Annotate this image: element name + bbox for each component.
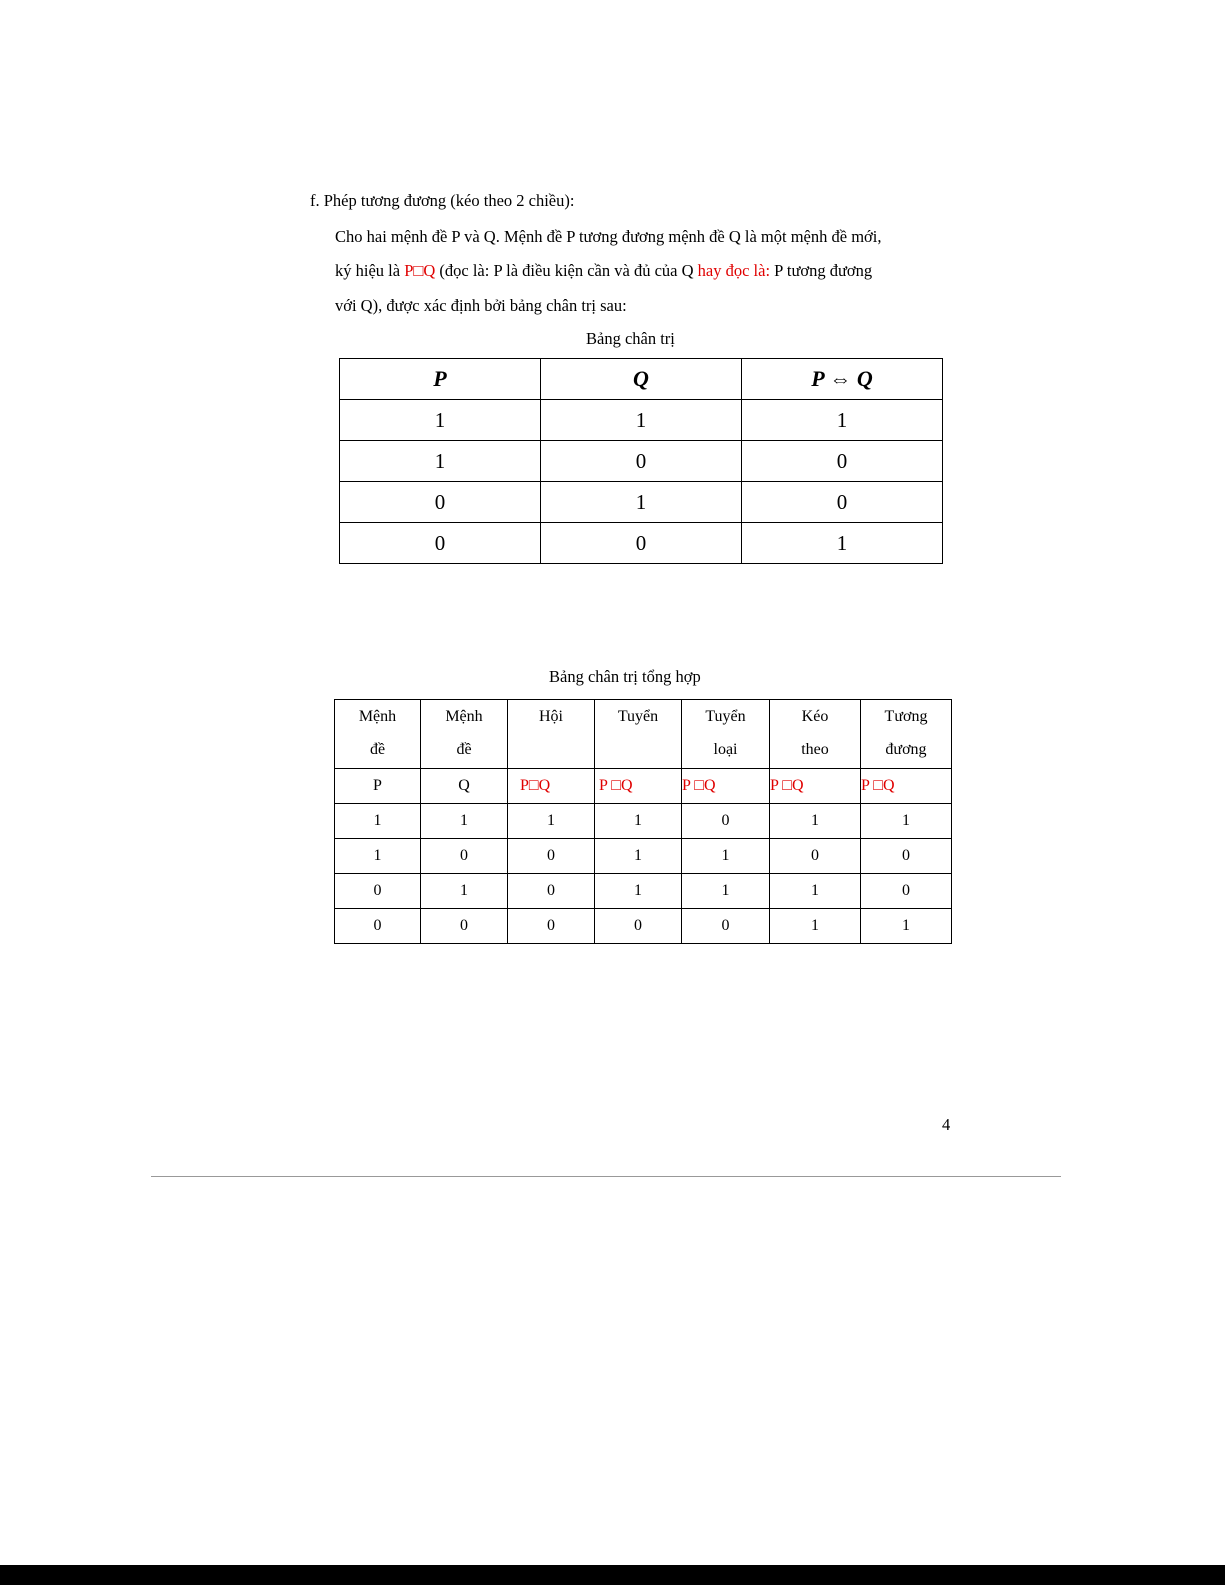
table-symbol-cell: Q bbox=[421, 769, 508, 804]
table-cell: 0 bbox=[541, 441, 742, 482]
table-header-cell bbox=[861, 700, 952, 769]
truth-table bbox=[339, 358, 943, 564]
header-line: Hội bbox=[539, 708, 563, 725]
header-line: Mệnh bbox=[358, 708, 397, 725]
header-line: đề bbox=[456, 741, 472, 758]
table-cell: 1 bbox=[770, 874, 861, 909]
table-symbol-cell: P bbox=[335, 769, 421, 804]
paragraph-text: P tương đương bbox=[770, 261, 873, 280]
table-cell: 1 bbox=[340, 400, 541, 441]
table-cell: 1 bbox=[541, 400, 742, 441]
table-row bbox=[335, 804, 952, 839]
table-symbol-cell: P □Q bbox=[682, 769, 770, 804]
table-symbol-cell: P □Q bbox=[770, 769, 861, 804]
header-line: Tuyển bbox=[705, 708, 746, 725]
table-cell: 0 bbox=[508, 839, 595, 874]
table-symbol-cell: P □Q bbox=[595, 769, 682, 804]
table-cell: 0 bbox=[508, 874, 595, 909]
table-header-cell bbox=[421, 700, 508, 769]
table-row bbox=[340, 400, 943, 441]
table-header-row bbox=[335, 700, 952, 769]
table-cell: 0 bbox=[335, 874, 421, 909]
table-cell: 1 bbox=[742, 523, 943, 564]
paragraph-text: ký hiệu là bbox=[335, 261, 405, 280]
table-row bbox=[340, 441, 943, 482]
summary-truth-table bbox=[334, 699, 952, 944]
paragraph-line-2 bbox=[335, 261, 872, 281]
table-cell: 0 bbox=[421, 909, 508, 944]
table-cell: 1 bbox=[595, 804, 682, 839]
table2-caption: Bảng chân trị tổng hợp bbox=[549, 667, 701, 686]
paragraph-line-3: với Q), được xác định bởi bảng chân trị sau: bbox=[335, 296, 627, 315]
table-cell: 1 bbox=[742, 400, 943, 441]
table-row bbox=[340, 482, 943, 523]
header-line: theo bbox=[801, 741, 829, 758]
table-cell: 0 bbox=[861, 874, 952, 909]
header-line: Tuyển bbox=[617, 708, 659, 725]
table-cell: 1 bbox=[340, 441, 541, 482]
table-cell: 0 bbox=[742, 441, 943, 482]
paragraph-red-text: hay đọc là: bbox=[697, 261, 771, 280]
table-cell: 1 bbox=[861, 909, 952, 944]
table-row bbox=[335, 874, 952, 909]
table-cell: 1 bbox=[682, 874, 770, 909]
table-header-cell bbox=[770, 700, 861, 769]
table-cell: 1 bbox=[335, 804, 421, 839]
table-header-cell bbox=[682, 700, 770, 769]
table-row bbox=[335, 909, 952, 944]
table-cell: 0 bbox=[541, 523, 742, 564]
table-header-cell bbox=[595, 700, 682, 769]
table-header-cell bbox=[335, 700, 421, 769]
table-cell: 1 bbox=[421, 804, 508, 839]
table-symbol-cell: P □Q bbox=[861, 769, 952, 804]
table-cell: 0 bbox=[508, 909, 595, 944]
table-cell: 0 bbox=[340, 523, 541, 564]
header-line: Mệnh bbox=[445, 708, 483, 725]
table-cell: 1 bbox=[861, 804, 952, 839]
table-row bbox=[340, 523, 943, 564]
section-heading: f. Phép tương đương (kéo theo 2 chiều): bbox=[310, 191, 575, 210]
table-cell: 0 bbox=[595, 909, 682, 944]
table-cell: 0 bbox=[340, 482, 541, 523]
table-row bbox=[335, 839, 952, 874]
table-cell: 0 bbox=[770, 839, 861, 874]
table-symbol-row bbox=[335, 769, 952, 804]
table1-caption: Bảng chân trị bbox=[586, 329, 675, 348]
table-cell: 0 bbox=[335, 909, 421, 944]
table-cell: 1 bbox=[421, 874, 508, 909]
table-cell: 1 bbox=[508, 804, 595, 839]
table-cell: 0 bbox=[682, 804, 770, 839]
table-cell: 1 bbox=[770, 804, 861, 839]
table-cell: 1 bbox=[595, 874, 682, 909]
table-cell: 0 bbox=[421, 839, 508, 874]
paragraph-text: (đọc là: P là điều kiện cần và đủ của Q bbox=[435, 261, 698, 280]
paragraph-line-1: Cho hai mệnh đề P và Q. Mệnh đề P tương đương mệnh đề Q là một mệnh đề mới, bbox=[335, 227, 882, 246]
equivalence-symbol: P□Q bbox=[404, 261, 436, 280]
table-cell: 0 bbox=[861, 839, 952, 874]
table-cell: 1 bbox=[770, 909, 861, 944]
page-number: 4 bbox=[942, 1115, 951, 1134]
header-line: loại bbox=[713, 741, 738, 758]
table-header-cell: P bbox=[340, 359, 541, 400]
header-line: đề bbox=[369, 741, 386, 758]
table-header-cell: Q bbox=[541, 359, 742, 400]
page-divider bbox=[151, 1176, 1061, 1177]
table-cell: 1 bbox=[541, 482, 742, 523]
header-line: đương bbox=[885, 741, 927, 758]
table-header-cell bbox=[508, 700, 595, 769]
table-cell: 1 bbox=[595, 839, 682, 874]
header-line: Tương bbox=[884, 708, 928, 725]
table-cell: 0 bbox=[742, 482, 943, 523]
table-cell: 1 bbox=[682, 839, 770, 874]
table-symbol-cell: P□Q bbox=[508, 769, 595, 804]
header-line: Kéo bbox=[801, 708, 829, 725]
table-header-row bbox=[340, 359, 943, 400]
table-cell: 1 bbox=[335, 839, 421, 874]
table-header-cell: P ⇔ Q bbox=[742, 359, 943, 400]
table-cell: 0 bbox=[682, 909, 770, 944]
bottom-bar bbox=[0, 1565, 1225, 1585]
